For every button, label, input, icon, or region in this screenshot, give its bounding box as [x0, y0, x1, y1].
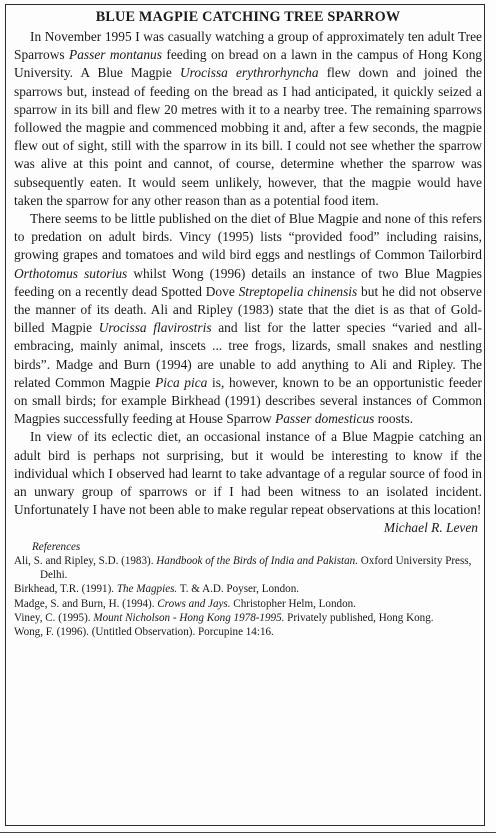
- ref-title: Handbook of the Birds of India and Pakistan.: [156, 554, 358, 567]
- text-run: is, however, known to be an opportunistic feeder on small birds; for example Birkhead (1991) describes several instances of Common Magpies successfully feeding at House Sparrow: [14, 374, 482, 427]
- text-run: In November 1995 I was casually watching a group of approximately ten adult Tree Sparrows: [14, 29, 482, 63]
- ref-text: Ali, S. and Ripley, S.D. (1983).: [14, 554, 157, 567]
- species-name: Streptopelia chinensis: [238, 283, 358, 299]
- species-name: Passer domesticus: [275, 411, 375, 427]
- text-run: feeding on bread on a lawn in the campus of Hong Kong University. A Blue Magpie: [14, 47, 482, 81]
- ref-text: Madge, S. and Burn, H. (1994).: [14, 597, 158, 610]
- reference-item: [14, 554, 482, 582]
- ref-text: T. & A.D. Poyser, London.: [177, 583, 300, 596]
- text-run: but he did not observe the manner of its death. Ali and Ripley (1983) state that the diet is as that of Gold-billed Magpie: [14, 283, 482, 336]
- text-run: There seems to be little published on the diet of Blue Magpie and none of this refers to predation on adult birds. Vincy (1995) lists “provided food” including raisins, growing grapes and tomatoes and wild bird eggs and nestlings of Common Tailorbird: [14, 211, 482, 263]
- ref-text: Oxford University Press, Delhi.: [40, 554, 472, 582]
- ref-title: The Magpies.: [116, 583, 178, 596]
- paragraph-3: [14, 428, 482, 519]
- text-run: and list for the latter species “varied and all-embracing, mainly animal, inscets ... tree frogs, lizards, small snakes and nestling birds”. Madge and Burn (1994) are unable to add anything to Ali and Ripley. The related Common Magpie: [14, 320, 482, 390]
- article: [14, 8, 482, 639]
- ref-text: Privately published, Hong Kong.: [284, 611, 434, 624]
- text-run: whilst Wong (1996) details an instance of two Blue Magpies feeding on a recently dead Spotted Dove: [14, 265, 482, 299]
- reference-item: [14, 625, 482, 639]
- paragraph-2: [14, 210, 482, 428]
- species-name: Orthotomus sutorius: [14, 265, 128, 281]
- species-name: Urocissa erythrorhyncha: [179, 65, 319, 81]
- species-name: Urocissa flavirostris: [98, 320, 212, 336]
- ref-text: Wong, F. (1996). (Untitled Observation). Porcupine 14:16.: [14, 625, 274, 638]
- references-section: [14, 540, 482, 639]
- ref-text: Christopher Helm, London.: [230, 597, 356, 610]
- ref-text: Viney, C. (1995).: [14, 611, 94, 624]
- reference-item: [14, 582, 482, 596]
- species-name: Passer montanus: [69, 47, 162, 63]
- ref-title: Crows and Jays.: [157, 597, 231, 610]
- references-heading: References: [32, 540, 81, 553]
- text-run: flew down and joined the sparrows but, instead of feeding on the bread as I had anticipated, it quickly seized a sparrow in its bill and flew 20 metres with it to a nearby tree. The remaining sparrows followed the magpie and commenced mobbing it and, after a few seconds, the magpie flew out of sight, still with the sparrow in its bill. I could not see whether the sparrow was alive at this point and cannot, of course, determine whether the sparrow was subsequently eaten. It would seem unlikely, however, that the magpie would have taken the sparrow for any other reason than as a potential food item.: [14, 65, 482, 208]
- author-name: Michael R. Leven: [383, 520, 478, 536]
- reference-item: [14, 611, 482, 625]
- text-run: In view of its eclectic diet, an occasional instance of a Blue Magpie catching an adult bird is perhaps not surprising, but it would be interesting to know if the individual which I observed had learnt to take advantage of a regular source of food in an unwary group of sparrows or if I had been witness to an isolated incident. Unfortunately I have not been able to make regular repeat observations at this location!: [14, 429, 482, 518]
- paragraph-1: [14, 28, 482, 210]
- ref-title: Mount Nicholson - Hong Kong 1978-1995.: [93, 611, 285, 624]
- bottom-rule: [0, 832, 496, 833]
- reference-item: [14, 597, 482, 611]
- ref-text: Birkhead, T.R. (1991).: [14, 583, 117, 596]
- species-name: Pica pica: [155, 374, 208, 390]
- article-title: BLUE MAGPIE CATCHING TREE SPARROW: [95, 9, 401, 25]
- text-run: roosts.: [374, 411, 414, 427]
